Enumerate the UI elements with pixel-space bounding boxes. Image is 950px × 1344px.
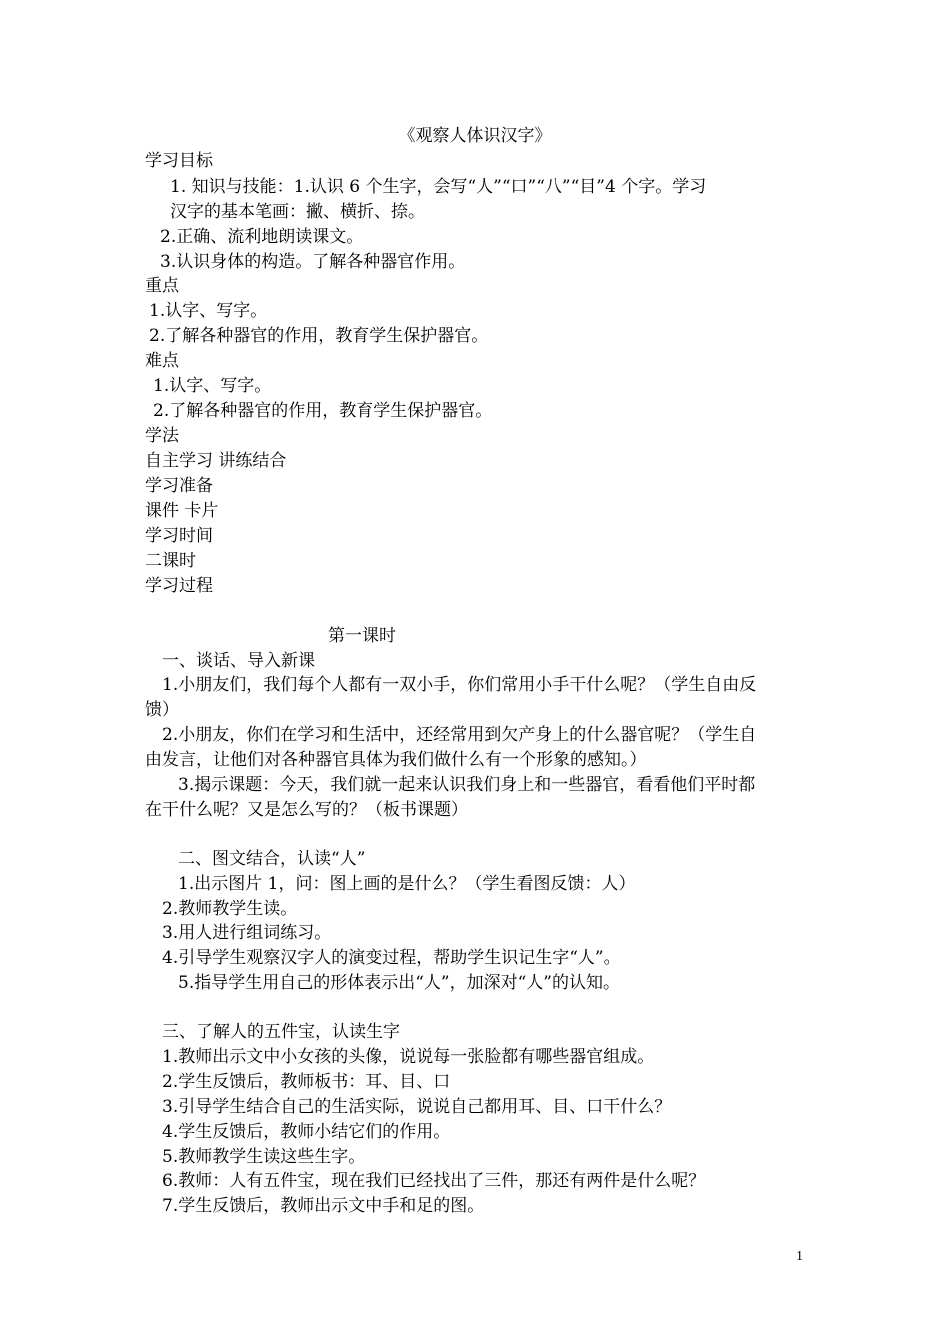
heading-learning-goals: 学习目标 [145,151,213,171]
paragraph-line: 2.教师教学生读。 [162,899,298,919]
paragraph-line: 2.学生反馈后，教师板书：耳、目、口 [162,1072,451,1092]
section-heading: 一、谈话、导入新课 [162,651,315,671]
heading-learning-time: 学习时间 [145,526,213,546]
paragraph-line: 4.引导学生观察汉字人的演变过程，帮助学生识记生字“人”。 [162,948,621,968]
heading-difficulties: 难点 [145,351,179,371]
paragraph-line: 2.小朋友，你们在学习和生活中，还经常用到欠产身上的什么器官呢？（学生自 [162,725,757,745]
section-heading: 二、图文结合，认读“人” [178,849,366,869]
paragraph-line: 二课时 [145,551,196,571]
paragraph-line: 6.教师：人有五件宝，现在我们已经找出了三件，那还有两件是什么呢？ [162,1171,706,1191]
paragraph-line: 2.正确、流利地朗读课文。 [160,227,364,247]
paragraph-line: 2.了解各种器官的作用，教育学生保护器官。 [153,401,493,421]
paragraph-line: 在干什么呢？又是怎么写的？（板书课题） [145,800,468,820]
heading-learning-method: 学法 [145,426,179,446]
paragraph-line: 1. 知识与技能：1.认识 6 个生字，会写“人”“口”“八”“目”4 个字。学习 [170,177,707,197]
paragraph-line: 自主学习 讲练结合 [145,451,287,471]
paragraph-line: 1.出示图片 1，问：图上画的是什么？（学生看图反馈：人） [178,874,636,894]
paragraph-line: 1.小朋友们，我们每个人都有一双小手，你们常用小手干什么呢？（学生自由反 [162,675,757,695]
paragraph-line: 4.学生反馈后，教师小结它们的作用。 [162,1122,451,1142]
heading-preparation: 学习准备 [145,476,213,496]
heading-key-points: 重点 [145,276,179,296]
paragraph-line: 3.引导学生结合自己的生活实际，说说自己都用耳、目、口干什么？ [162,1097,672,1117]
paragraph-line: 3.认识身体的构造。了解各种器官作用。 [160,252,466,272]
doc-title: 《观察人体识汉字》 [398,126,552,146]
page-number: 1 [796,1249,803,1264]
paragraph-line: 1.教师出示文中小女孩的头像，说说每一张脸都有哪些器官组成。 [162,1047,655,1067]
paragraph-line: 馈） [145,700,179,720]
section-heading: 三、了解人的五件宝，认读生字 [162,1022,400,1042]
paragraph-line: 3.用人进行组词练习。 [162,923,332,943]
paragraph-line: 5.教师教学生读这些生字。 [162,1147,366,1167]
paragraph-line: 5.指导学生用自己的形体表示出“人”，加深对“人”的认知。 [178,973,620,993]
paragraph-line: 1.认字、写字。 [149,301,268,321]
paragraph-line: 7.学生反馈后，教师出示文中手和足的图。 [162,1196,485,1216]
paragraph-line: 1.认字、写字。 [153,376,272,396]
paragraph-line: 汉字的基本笔画：撇、横折、捺。 [170,202,425,222]
lesson-heading: 第一课时 [328,626,396,646]
paragraph-line: 课件 卡片 [145,501,219,521]
paragraph-line: 由发言，让他们对各种器官具体为我们做什么有一个形象的感知。） [145,750,647,770]
paragraph-line: 2.了解各种器官的作用，教育学生保护器官。 [149,326,489,346]
paragraph-line: 3.揭示课题：今天，我们就一起来认识我们身上和一些器官，看看他们平时都 [178,775,756,795]
heading-learning-process: 学习过程 [145,576,213,596]
